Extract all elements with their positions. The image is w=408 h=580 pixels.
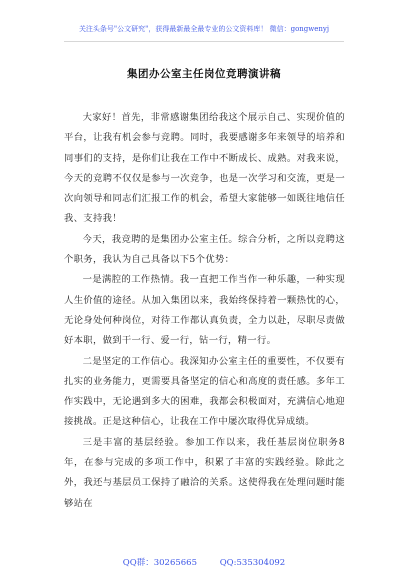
header-notice: 关注头条号"公文研究"，获得最新最全最专业的公文资料库！ 微信：gongwenyj bbox=[78, 25, 330, 33]
footer-qq-group: QQ群：30265665 bbox=[122, 558, 197, 568]
paragraph-position: 今天，我竞聘的是集团办公室主任。综合分析，之所以竞聘这个职务，我认为自己具备以下5个优势： bbox=[64, 233, 345, 266]
paragraph-greeting: 大家好！首先，非常感谢集团给我这个展示自己、实现价值的平台，让我有机会参与竞聘。同时，我要感谢多年来领导的培养和同事们的支持，是你们让我在工作中不断成长、成熟。对我来说，今天的竞聘不仅仅是参与一次竞争，也是一次学习和交流，更是一次向领导和同志们汇报工作的机会，希望大家能够一如既往地信任我、支持我！ bbox=[64, 112, 345, 225]
footer-contacts bbox=[0, 556, 408, 568]
paragraph-advantage-1: 一是满腔的工作热情。我一直把工作当作一种乐趣，一种实现人生价值的途径。从加入集团以来，我始终保持着一颗热忱的心，无论身处何种岗位，对待工作都认真负责，全力以赴，尽职尽责做好本职，做到干一行、爱一行，钻一行，精一行。 bbox=[64, 274, 345, 347]
document-body bbox=[64, 108, 345, 514]
header-divider bbox=[64, 41, 344, 42]
paragraph-advantage-3: 三是丰富的基层经验。参加工作以来，我任基层岗位职务8年，在参与完成的多项工作中，积累了丰富的实践经验。除此之外，我还与基层员工保持了融洽的关系。这使得我在处理问题时能够站在 bbox=[64, 436, 345, 509]
document-title: 集团办公室主任岗位竞聘演讲稿 bbox=[127, 68, 281, 80]
paragraph-advantage-2: 二是坚定的工作信心。我深知办公室主任的重要性，不仅要有扎实的业务能力，更需要具备坚定的信心和高度的责任感。多年工作实践中，无论遇到多大的困难，我都会积极面对，充满信心地迎接挑战。正是这种信心，让我在工作中屡次取得优异成绩。 bbox=[64, 355, 345, 428]
footer-qq: QQ:535304092 bbox=[219, 558, 286, 568]
